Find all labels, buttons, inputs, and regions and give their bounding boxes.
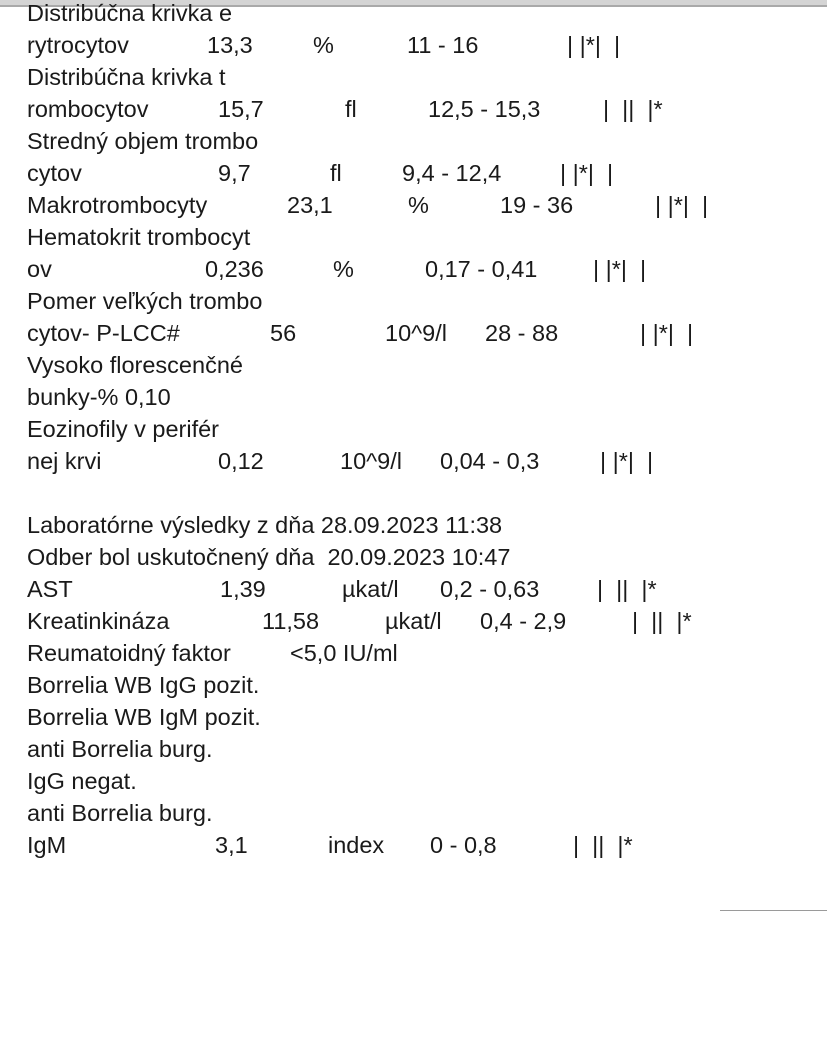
result-line [0, 349, 827, 381]
test-range: 19 - 36 [500, 192, 574, 218]
test-value: 0,236 [205, 256, 264, 282]
test-range: 11 - 16 [407, 32, 479, 58]
test-name: Eozinofily v perifér [27, 416, 219, 442]
test-flag: | |*| | [593, 256, 647, 282]
test-name: rombocytov [27, 96, 149, 122]
test-name: cytov- P-LCC# [27, 320, 180, 346]
test-range: 0 - 0,8 [430, 832, 497, 858]
result-line [0, 669, 827, 701]
test-value: 11,58 [262, 608, 320, 634]
test-unit: % [408, 192, 429, 218]
result-line [0, 701, 827, 733]
test-range: 0,04 - 0,3 [440, 448, 540, 474]
result-line [0, 317, 827, 349]
test-value: 56 [270, 320, 297, 346]
test-name: IgM [27, 832, 67, 858]
test-unit: µkat/l [342, 576, 399, 602]
test-name: bunky-% 0,10 [27, 384, 171, 410]
result-line [0, 445, 827, 477]
test-unit: fl [345, 96, 357, 122]
sample-date-line [0, 541, 827, 573]
result-line [0, 605, 827, 637]
test-flag: | |*| | [567, 32, 621, 58]
test-name: IgG negat. [27, 768, 137, 794]
test-value: 9,7 [218, 160, 251, 186]
test-flag: | || |* [573, 832, 633, 858]
test-name: Reumatoidný faktor [27, 640, 231, 666]
test-value: 0,12 [218, 448, 264, 474]
page-edge-divider [720, 910, 827, 911]
test-flag: | || |* [597, 576, 657, 602]
test-flag: | || |* [603, 96, 663, 122]
test-name: anti Borrelia burg. [27, 736, 213, 762]
test-name: Distribúčna krivka e [27, 0, 233, 26]
test-unit: fl [330, 160, 342, 186]
test-flag: | |*| | [655, 192, 709, 218]
test-name: nej krvi [27, 448, 102, 474]
result-line [0, 93, 827, 125]
result-line [0, 253, 827, 285]
result-line [0, 0, 827, 29]
test-name: Vysoko florescenčné [27, 352, 243, 378]
test-value: 1,39 [220, 576, 266, 602]
test-flag: | |*| | [600, 448, 654, 474]
test-range: 12,5 - 15,3 [428, 96, 541, 122]
test-flag: | |*| | [640, 320, 694, 346]
test-name: Stredný objem trombo [27, 128, 259, 154]
test-name: rytrocytov [27, 32, 129, 58]
result-line [0, 765, 827, 797]
test-name: Kreatinkináza [27, 608, 170, 634]
result-line [0, 29, 827, 61]
test-unit: 10^9/l [340, 448, 402, 474]
result-line [0, 829, 827, 861]
result-line [0, 221, 827, 253]
test-name: Distribúčna krivka t [27, 64, 226, 90]
test-name: Borrelia WB IgG pozit. [27, 672, 260, 698]
test-value: <5,0 IU/ml [290, 640, 398, 666]
test-unit: 10^9/l [385, 320, 447, 346]
test-unit: µkat/l [385, 608, 442, 634]
result-line [0, 285, 827, 317]
sample-date: Odber bol uskutočnený dňa 20.09.2023 10:47 [27, 544, 511, 570]
test-name: anti Borrelia burg. [27, 800, 213, 826]
test-name: cytov [27, 160, 82, 186]
result-line [0, 381, 827, 413]
report-date-line [0, 509, 827, 541]
test-value: 13,3 [207, 32, 253, 58]
test-flag: | |*| | [560, 160, 614, 186]
test-range: 0,4 - 2,9 [480, 608, 567, 634]
result-line [0, 797, 827, 829]
test-range: 9,4 - 12,4 [402, 160, 502, 186]
result-line [0, 189, 827, 221]
test-value: 23,1 [287, 192, 333, 218]
test-name: Hematokrit trombocyt [27, 224, 251, 250]
test-range: 0,2 - 0,63 [440, 576, 540, 602]
test-name: AST [27, 576, 73, 602]
report-date: Laboratórne výsledky z dňa 28.09.2023 11:38 [27, 512, 503, 538]
test-flag: | || |* [632, 608, 692, 634]
result-line [0, 637, 827, 669]
test-unit: % [333, 256, 354, 282]
result-line [0, 573, 827, 605]
test-value: 15,7 [218, 96, 264, 122]
test-name: ov [27, 256, 52, 282]
test-name: Pomer veľkých trombo [27, 288, 263, 314]
test-range: 0,17 - 0,41 [425, 256, 538, 282]
result-line [0, 413, 827, 445]
test-unit: index [328, 832, 385, 858]
test-value: 3,1 [215, 832, 248, 858]
result-line [0, 733, 827, 765]
test-name: Borrelia WB IgM pozit. [27, 704, 261, 730]
result-line [0, 61, 827, 93]
test-name: Makrotrombocyty [27, 192, 208, 218]
test-unit: % [313, 32, 334, 58]
test-range: 28 - 88 [485, 320, 559, 346]
result-line [0, 157, 827, 189]
result-line [0, 125, 827, 157]
